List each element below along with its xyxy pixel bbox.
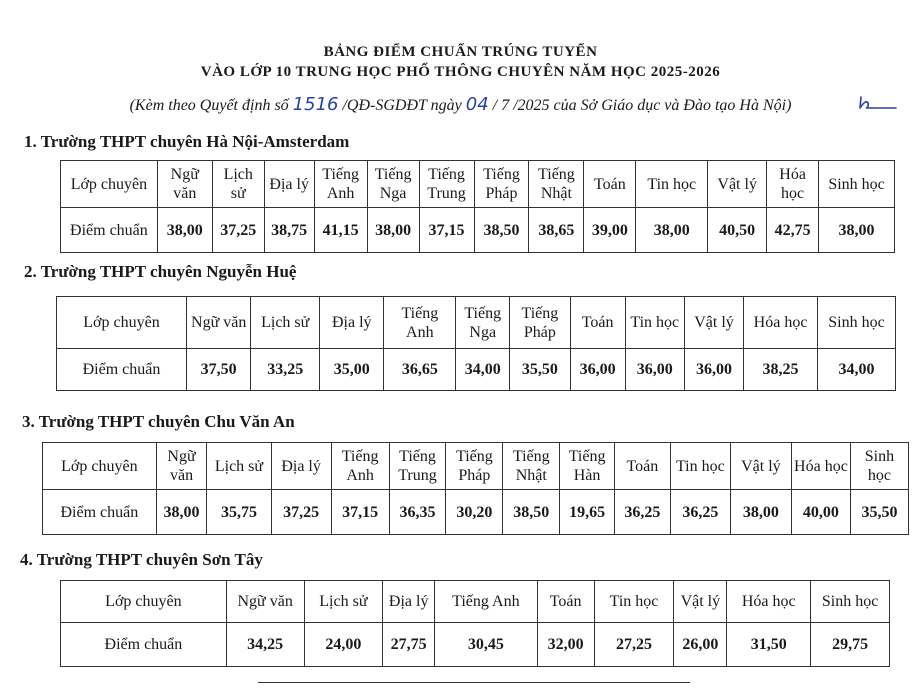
score-cell: 27,25 — [594, 623, 674, 667]
document-title-line2: VÀO LỚP 10 TRUNG HỌC PHỔ THÔNG CHUYÊN NĂM HỌC 2025-2026 — [200, 64, 721, 80]
subtitle-suffix: / 7 /2025 của Sở Giáo dục và Đào tạo Hà Nội) — [492, 97, 792, 114]
subject-header-cell: Lịch sử — [207, 443, 271, 490]
subject-header-cell: Toán — [584, 161, 636, 208]
subject-header-cell: Sinh học — [817, 297, 895, 349]
row-label-subject: Lớp chuyên — [43, 443, 157, 490]
subject-header-cell: Tiếng Anh — [435, 581, 538, 623]
subject-row — [61, 161, 895, 208]
score-cell: 19,65 — [560, 490, 615, 535]
score-cell: 37,25 — [271, 490, 331, 535]
score-cell: 38,65 — [529, 208, 584, 253]
score-row — [43, 490, 909, 535]
subject-header-cell: Sinh học — [811, 581, 890, 623]
subject-header-cell: Tiếng Nhật — [529, 161, 584, 208]
score-row — [61, 208, 895, 253]
row-label-score: Điểm chuẩn — [61, 208, 158, 253]
score-cell: 38,75 — [264, 208, 314, 253]
score-cell: 24,00 — [304, 623, 383, 667]
subtitle-prefix: (Kèm theo Quyết định số — [129, 97, 289, 114]
score-cell: 35,50 — [510, 349, 570, 391]
subject-header-cell: Lịch sử — [212, 161, 264, 208]
subtitle-mid: /QĐ-SGDĐT ngày — [342, 97, 462, 114]
score-cell: 35,00 — [320, 349, 384, 391]
score-cell: 29,75 — [811, 623, 890, 667]
score-row — [57, 349, 896, 391]
score-cell: 36,00 — [625, 349, 684, 391]
subject-header-cell: Sinh học — [819, 161, 895, 208]
score-table-school-4 — [60, 580, 890, 667]
score-cell: 38,25 — [744, 349, 818, 391]
subject-header-cell: Lịch sử — [304, 581, 383, 623]
subject-header-cell: Toán — [537, 581, 594, 623]
row-label-subject: Lớp chuyên — [61, 161, 158, 208]
row-label-subject: Lớp chuyên — [61, 581, 227, 623]
subject-header-cell: Tiếng Pháp — [510, 297, 570, 349]
subject-header-cell: Tiếng Nga — [456, 297, 510, 349]
score-cell: 36,25 — [614, 490, 670, 535]
document-title-line1: BẢNG ĐIỂM CHUẨN TRÚNG TUYỂN — [323, 44, 598, 60]
score-cell: 30,45 — [435, 623, 538, 667]
score-cell: 40,50 — [708, 208, 767, 253]
score-cell: 37,15 — [419, 208, 474, 253]
subject-header-cell: Vật lý — [674, 581, 727, 623]
score-cell: 39,00 — [584, 208, 636, 253]
subject-header-cell: Tin học — [636, 161, 708, 208]
subject-header-cell: Địa lý — [264, 161, 314, 208]
score-cell: 38,00 — [730, 490, 791, 535]
score-cell: 36,35 — [389, 490, 446, 535]
row-label-score: Điểm chuẩn — [57, 349, 187, 391]
subject-header-cell: Vật lý — [684, 297, 743, 349]
score-cell: 37,15 — [331, 490, 389, 535]
score-cell: 30,20 — [446, 490, 503, 535]
score-cell: 34,00 — [456, 349, 510, 391]
score-table-school-3 — [42, 442, 909, 535]
subject-header-cell: Tiếng Trung — [419, 161, 474, 208]
subject-row — [57, 297, 896, 349]
subject-header-cell: Tiếng Trung — [389, 443, 446, 490]
score-cell: 35,75 — [207, 490, 271, 535]
row-label-score: Điểm chuẩn — [43, 490, 157, 535]
subject-header-cell: Địa lý — [320, 297, 384, 349]
score-cell: 36,00 — [684, 349, 743, 391]
subject-header-cell: Hóa học — [744, 297, 818, 349]
section-title-school-1: 1. Trường THPT chuyên Hà Nội-Amsterdam — [24, 132, 350, 151]
subject-row — [43, 443, 909, 490]
subject-header-cell: Ngữ văn — [157, 161, 212, 208]
subject-header-cell: Ngữ văn — [156, 443, 207, 490]
subject-header-cell: Tiếng Pháp — [446, 443, 503, 490]
score-cell: 37,50 — [186, 349, 250, 391]
score-cell: 35,50 — [850, 490, 908, 535]
score-row — [61, 623, 890, 667]
row-label-subject: Lớp chuyên — [57, 297, 187, 349]
subject-header-cell: Sinh học — [850, 443, 908, 490]
score-cell: 36,25 — [670, 490, 730, 535]
subject-header-cell: Địa lý — [383, 581, 435, 623]
score-cell: 38,00 — [367, 208, 419, 253]
score-cell: 38,00 — [157, 208, 212, 253]
subject-header-cell: Vật lý — [730, 443, 791, 490]
subject-header-cell: Tiếng Nga — [367, 161, 419, 208]
subject-header-cell: Ngữ văn — [226, 581, 304, 623]
score-cell: 38,00 — [636, 208, 708, 253]
subject-header-cell: Toán — [570, 297, 625, 349]
subject-header-cell: Ngữ văn — [186, 297, 250, 349]
subject-header-cell: Tin học — [594, 581, 674, 623]
subject-row — [61, 581, 890, 623]
subject-header-cell: Toán — [614, 443, 670, 490]
subject-header-cell: Tiếng Anh — [384, 297, 456, 349]
footer-divider — [258, 682, 690, 683]
score-cell: 42,75 — [767, 208, 819, 253]
subject-header-cell: Tiếng Anh — [314, 161, 367, 208]
subject-header-cell: Tiếng Nhật — [503, 443, 560, 490]
score-cell: 38,50 — [503, 490, 560, 535]
score-cell: 26,00 — [674, 623, 727, 667]
subject-header-cell: Tiếng Hàn — [560, 443, 615, 490]
score-cell: 41,15 — [314, 208, 367, 253]
document-subtitle — [0, 94, 921, 115]
row-label-score: Điểm chuẩn — [61, 623, 227, 667]
subject-header-cell: Tin học — [670, 443, 730, 490]
score-cell: 27,75 — [383, 623, 435, 667]
score-cell: 38,50 — [474, 208, 529, 253]
subject-header-cell: Địa lý — [271, 443, 331, 490]
score-cell: 37,25 — [212, 208, 264, 253]
score-cell: 40,00 — [791, 490, 850, 535]
subject-header-cell: Hóa học — [767, 161, 819, 208]
score-cell: 38,00 — [819, 208, 895, 253]
score-cell: 33,25 — [251, 349, 320, 391]
score-table-school-2 — [56, 296, 896, 391]
handwritten-initial — [858, 93, 898, 113]
score-cell: 34,00 — [817, 349, 895, 391]
section-title-school-3: 3. Trường THPT chuyên Chu Văn An — [22, 412, 295, 431]
decision-number: 1516 — [292, 94, 339, 115]
subject-header-cell: Lịch sử — [251, 297, 320, 349]
score-cell: 36,65 — [384, 349, 456, 391]
score-cell: 32,00 — [537, 623, 594, 667]
subject-header-cell: Tiếng Anh — [331, 443, 389, 490]
subject-header-cell: Tin học — [625, 297, 684, 349]
score-cell: 31,50 — [727, 623, 811, 667]
subject-header-cell: Hóa học — [727, 581, 811, 623]
score-cell: 34,25 — [226, 623, 304, 667]
subject-header-cell: Tiếng Pháp — [474, 161, 529, 208]
score-table-school-1 — [60, 160, 895, 253]
subject-header-cell: Hóa học — [791, 443, 850, 490]
score-cell: 38,00 — [156, 490, 207, 535]
section-title-school-4: 4. Trường THPT chuyên Sơn Tây — [20, 550, 263, 569]
subject-header-cell: Vật lý — [708, 161, 767, 208]
decision-day: 04 — [465, 94, 489, 115]
section-title-school-2: 2. Trường THPT chuyên Nguyễn Huệ — [24, 262, 297, 281]
score-cell: 36,00 — [570, 349, 625, 391]
